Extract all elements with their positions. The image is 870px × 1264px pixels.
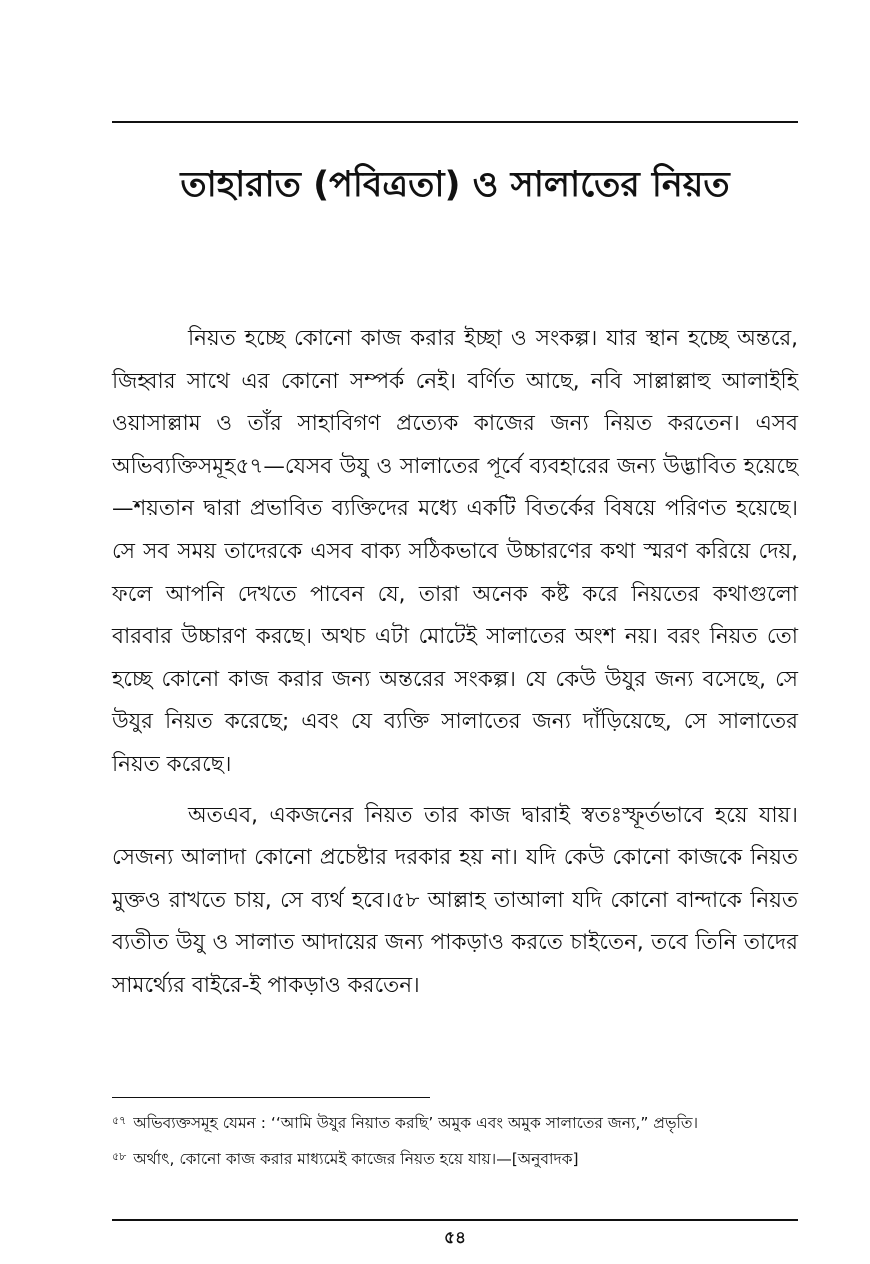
footnote-57 — [112, 1108, 798, 1136]
footnote-57-number: ৫৭ — [112, 1114, 127, 1127]
footnote-58-text: অর্থাৎ, কোনো কাজ করার মাধ্যমেই কাজের নিয়ত হয়ে যায়।—[অনুবাদক] — [133, 1150, 579, 1168]
footer-rule — [112, 1219, 798, 1221]
footnote-separator — [112, 1097, 430, 1098]
footnote-58 — [112, 1144, 798, 1172]
footnote-57-text: অভিব্যক্তসমূহ যেমন : ‘‘আমি উযুর নিয়াত করছি’ অমুক এবং অমুক সালাতের জন্য,” প্রভৃতি। — [133, 1114, 699, 1132]
footnote-58-number: ৫৮ — [112, 1150, 127, 1163]
page-number: ৫৪ — [443, 1228, 467, 1248]
paragraph-2: অতএব, একজনের নিয়ত তার কাজ দ্বারাই স্বতঃস্ফূর্তভাবে হয়ে যায়। সেজন্য আলাদা কোনো প্রচেষ্টার দরকার হয় না। যদি কেউ কোনো কাজকে নিয়ত মুক্তও রাখতে চায়, সে ব্যর্থ হবে।৫৮ আল্লাহ তাআলা যদি কোনো বান্দাকে নিয়ত ব্যতীত উযু ও সালাত আদায়ের জন্য পাকড়াও করতে চাইতেন, তবে তিনি তাদের সামর্থ্যের বাইরে-ই পাকড়াও করতেন। — [112, 802, 798, 998]
chapter-title: তাহারাত (পবিত্রতা) ও সালাতের নিয়ত — [180, 165, 730, 205]
header-rule — [112, 121, 798, 123]
body-text — [112, 318, 798, 1008]
footnotes — [112, 1108, 798, 1172]
paragraph-1: নিয়ত হচ্ছে কোনো কাজ করার ইচ্ছা ও সংকল্প। যার স্থান হচ্ছে অন্তরে, জিহ্বার সাথে এর কোনো সম্পর্ক নেই। বর্ণিত আছে, নবি সাল্লাল্লাহু আলাইহি ওয়াসাল্লাম ও তাঁর সাহাবিগণ প্রত্যেক কাজের জন্য নিয়ত করতেন। এসব অভিব্যক্তিসমূহ৫৭—যেসব উযু ও সালাতের পূর্বে ব্যবহারের জন্য উদ্ভাবিত হয়েছে—শয়তান দ্বারা প্রভাবিত ব্যক্তিদের মধ্যে একটি বিতর্কের বিষয়ে পরিণত হয়েছে। সে সব সময় তাদেরকে এসব বাক্য সঠিকভাবে উচ্চারণের কথা স্মরণ করিয়ে দেয়, ফলে আপনি দেখতে পাবেন যে, তারা অনেক কষ্ট করে নিয়তের কথাগুলো বারবার উচ্চারণ করছে। অথচ এটা মোটেই সালাতের অংশ নয়। বরং নিয়ত তো হচ্ছে কোনো কাজ করার জন্য অন্তরের সংকল্প। যে কেউ উযুর জন্য বসেছে, সে উযুর নিয়ত করেছে; এবং যে ব্যক্তি সালাতের জন্য দাঁড়িয়েছে, সে সালাতের নিয়ত করেছে। — [112, 326, 798, 777]
